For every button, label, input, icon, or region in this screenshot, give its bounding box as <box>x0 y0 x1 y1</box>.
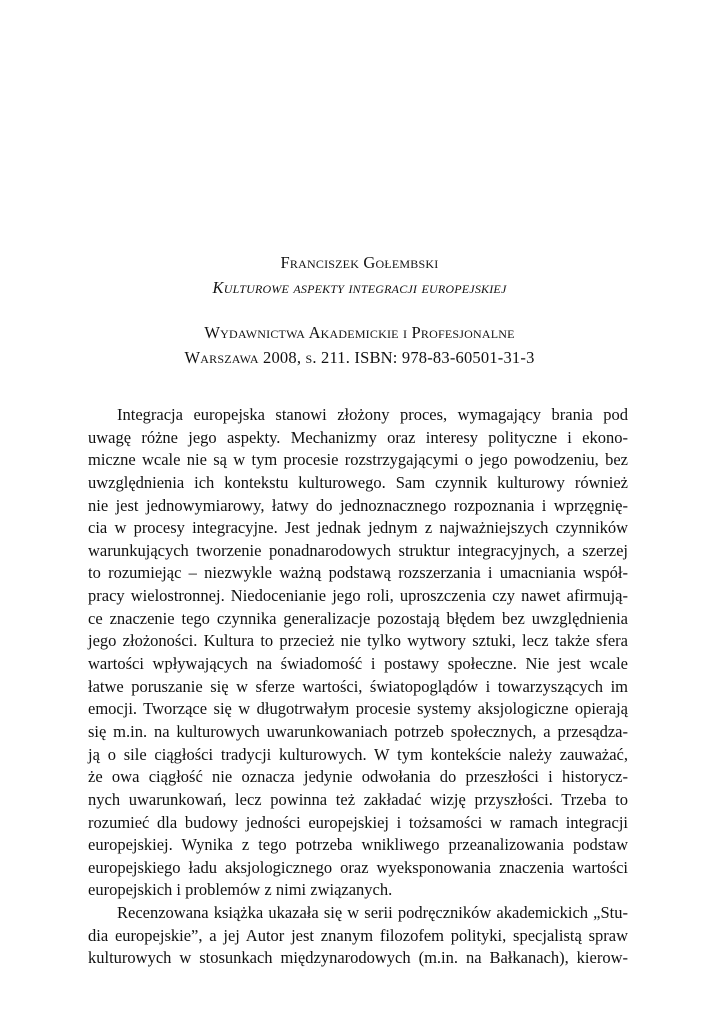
text-line: że owa ciągłość nie oznacza jedynie odwołania do przeszłości i historycz- <box>88 767 628 787</box>
text-line: to rozumiejąc – niezwykle ważną podstawą rozszerzania i umacniania współ- <box>88 563 628 583</box>
text-line: europejskich i problemów z nimi związanych. <box>88 880 393 900</box>
publisher-name: Wydawnictwa Akademickie i Profesjonalne <box>204 323 515 342</box>
book-citation-header <box>0 250 719 300</box>
book-author: Franciszek Gołembski <box>280 253 439 272</box>
text-line: uwagę różne jego aspekty. Mechanizmy oraz interesy polityczne i ekono- <box>88 427 628 447</box>
text-line: europejskiego ładu aksjologicznego oraz wyeksponowania znaczenia wartości <box>88 857 628 877</box>
text-line: nie jest jednowymiarowy, łatwy do jednoznacznego rozpoznania i wprzęgnię- <box>88 495 628 515</box>
text-line: rozumieć dla budowy jedności europejskiej i tożsamości w ramach integracji <box>88 812 628 832</box>
text-line: nych uwarunkowań, lecz powinna też zakładać wizję przyszłości. Trzeba to <box>88 789 628 809</box>
text-line: Recenzowana książka ukazała się w serii podręczników akademickich „Stu- <box>117 903 628 923</box>
publication-imprint: Warszawa 2008, s. 211. ISBN: 978-83-60501-31-3 <box>184 348 535 367</box>
text-line: miczne wcale nie są w tym procesie rozstrzygającymi o jego powodzeniu, bez <box>88 450 628 470</box>
book-title: Kulturowe aspekty integracji europejskiej <box>212 278 507 297</box>
publication-details <box>0 320 719 370</box>
text-line: ce znaczenie tego czynnika generalizacje pozostają błędem bez uwzględnienia <box>88 608 628 628</box>
text-line: się m.in. na kulturowych uwarunkowaniach potrzeb społecznych, a przesądza- <box>88 721 628 741</box>
text-line: Integracja europejska stanowi złożony proces, wymagający brania pod <box>117 405 628 424</box>
text-line: warunkujących tworzenie ponadnarodowych struktur integracyjnych, a szerzej <box>88 540 628 560</box>
review-body <box>88 404 628 970</box>
text-line: europejskiej. Wynika z tego potrzeba wnikliwego przeanalizowania podstaw <box>88 835 628 855</box>
text-line: wartości wpływających na świadomość i postawy społeczne. Nie jest wcale <box>88 654 628 674</box>
text-line: dia europejskie”, a jej Autor jest znanym filozofem polityki, specjalistą spraw <box>88 925 628 945</box>
text-line: ją o sile ciągłości tradycji kulturowych. W tym kontekście należy zauważać, <box>88 744 628 764</box>
text-line: pracy wielostronnej. Niedocenianie jego roli, uproszczenia czy nawet afirmują- <box>88 586 628 606</box>
text-line: cia w procesy integracyjne. Jest jednak jednym z najważniejszych czynników <box>88 518 628 538</box>
text-line: emocji. Tworzące się w długotrwałym procesie systemy aksjologiczne opierają <box>88 699 628 719</box>
text-line: jego złożoności. Kultura to przecież nie tylko wytwory sztuki, lecz także sfera <box>88 631 628 651</box>
text-line: łatwe poruszanie się w sferze wartości, światopoglądów i towarzyszących im <box>88 676 628 696</box>
text-line: uwzględnienia ich kontekstu kulturowego. Sam czynnik kulturowy również <box>88 472 628 492</box>
text-line: kulturowych w stosunkach międzynarodowych (m.in. na Bałkanach), kierow- <box>88 948 628 968</box>
